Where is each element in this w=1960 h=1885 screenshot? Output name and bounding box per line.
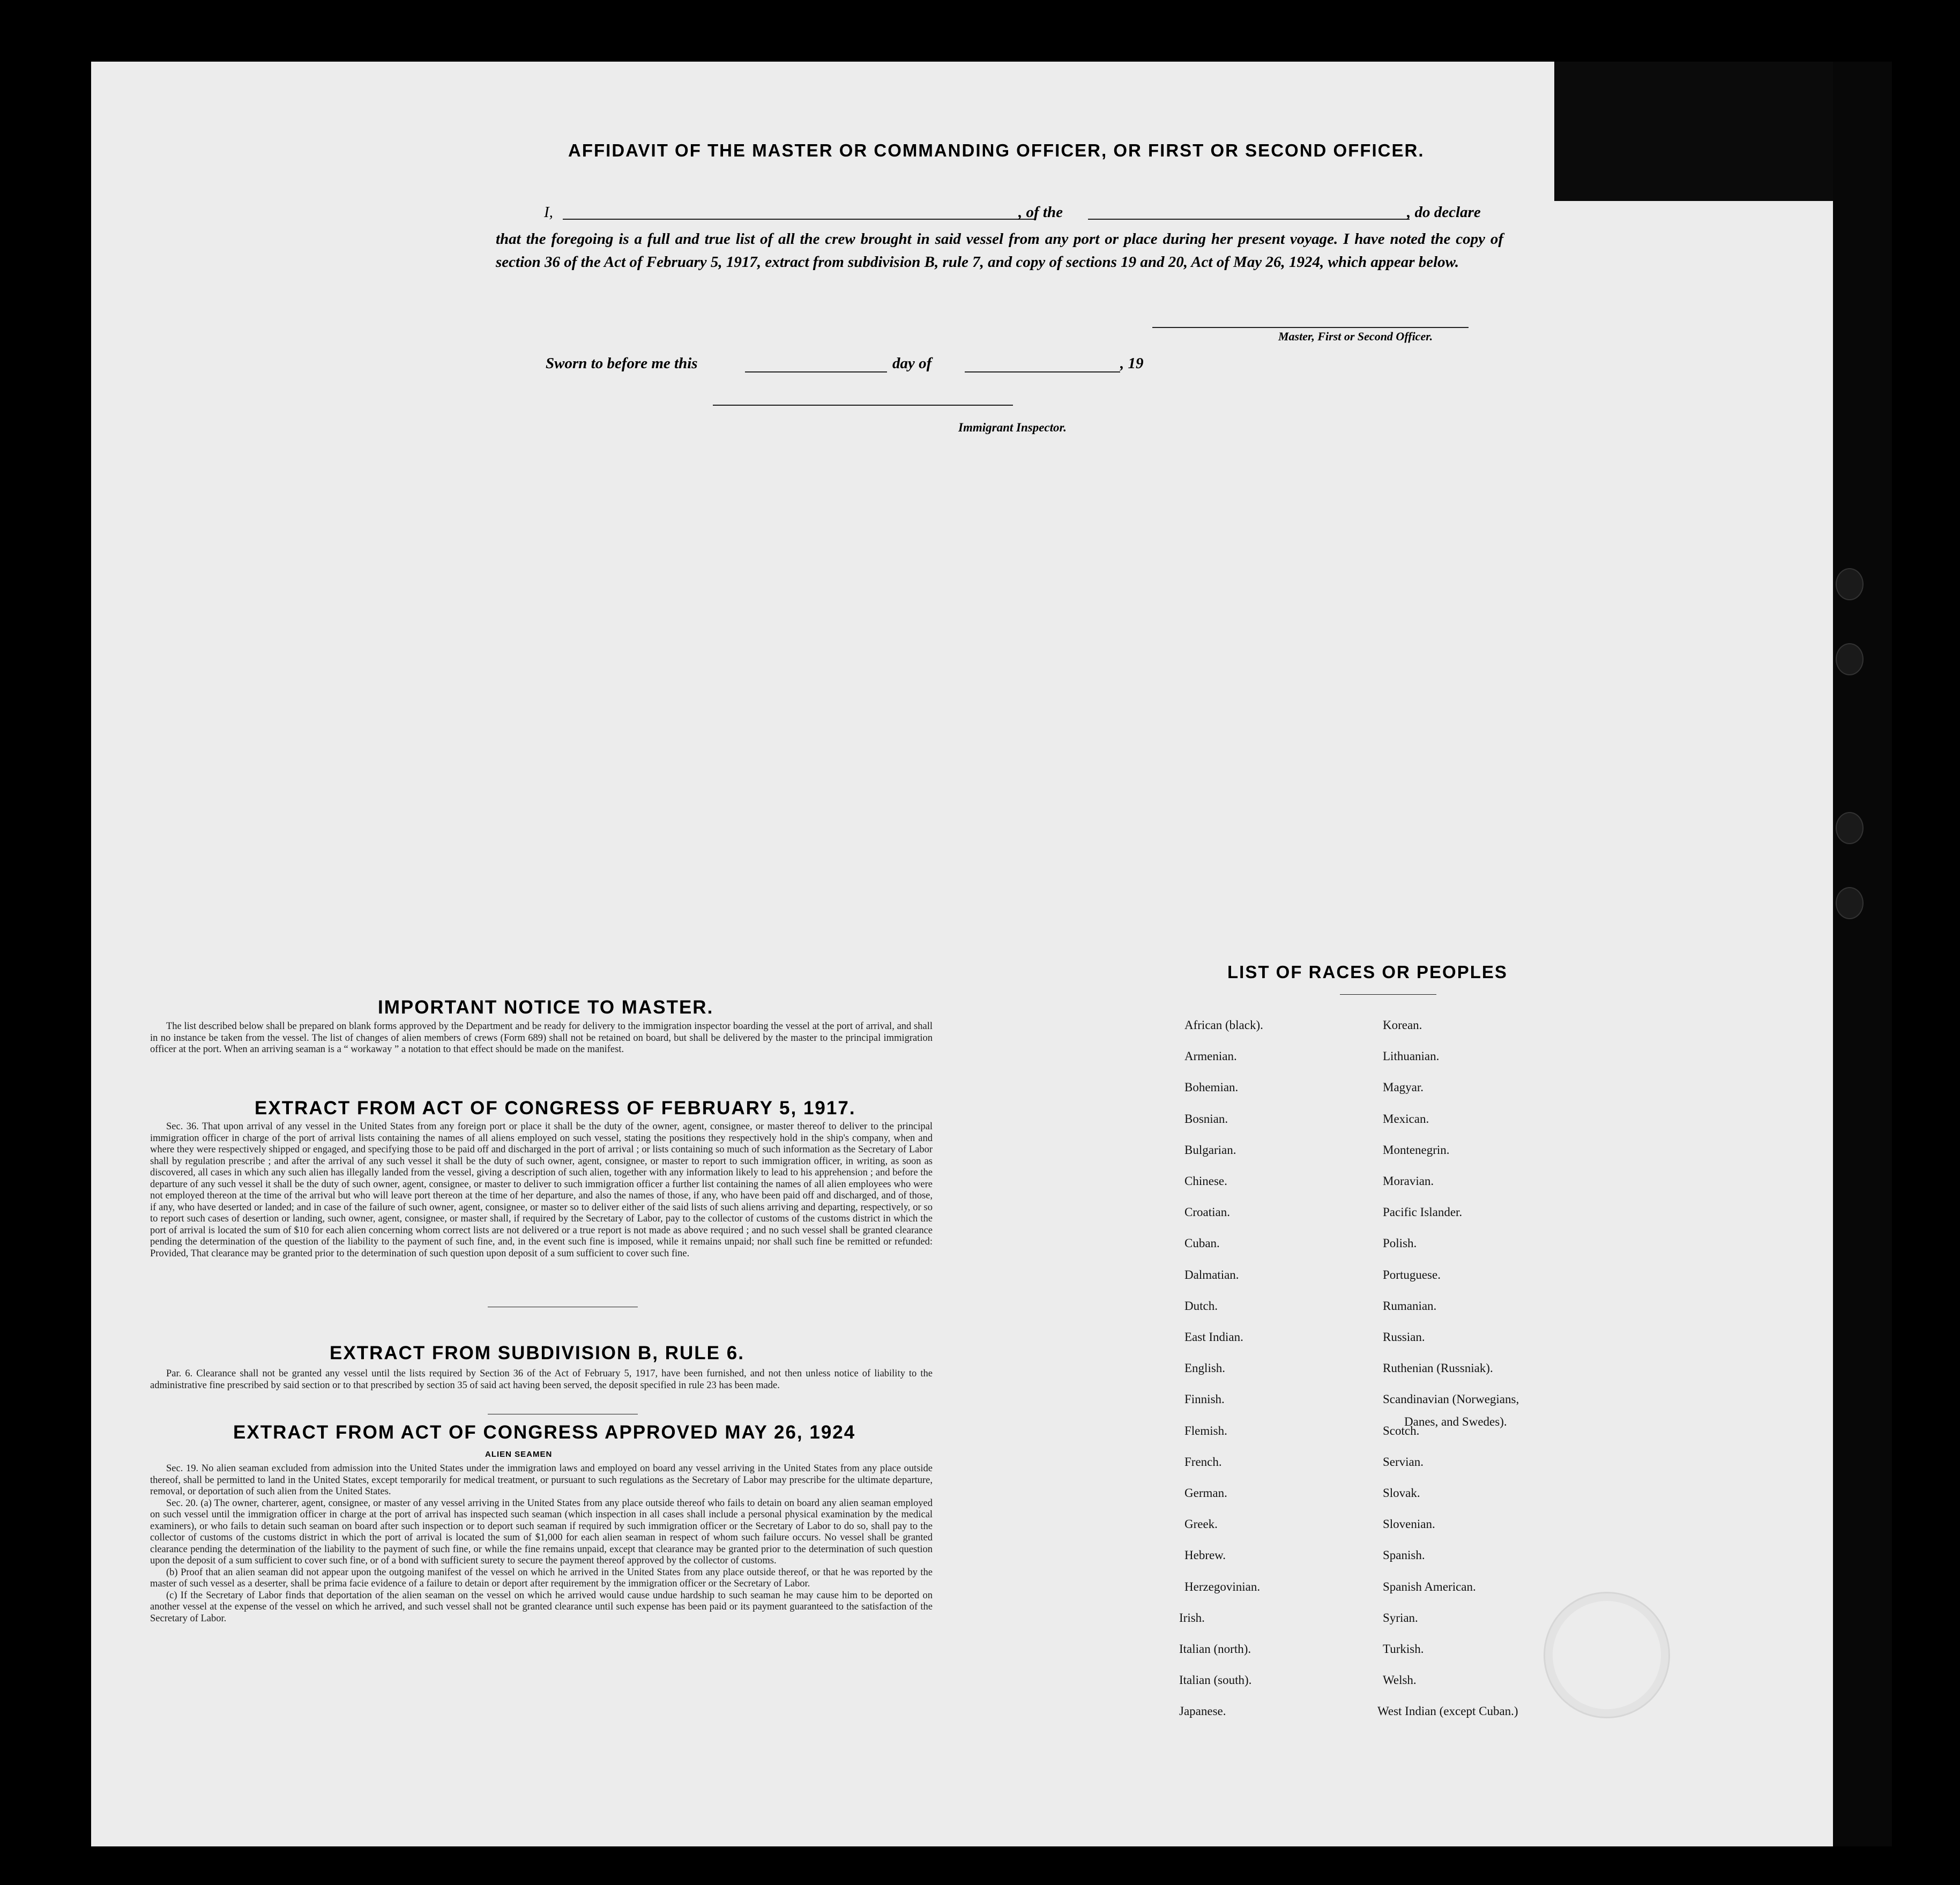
- affidavit-i-label: I,: [544, 204, 553, 221]
- race-item: Bosnian.: [1184, 1112, 1228, 1126]
- race-item: Mexican.: [1383, 1112, 1429, 1126]
- race-item: Welsh.: [1383, 1673, 1417, 1687]
- race-item: Slovenian.: [1383, 1517, 1435, 1531]
- race-item: Montenegrin.: [1383, 1143, 1450, 1157]
- race-item: Finnish.: [1184, 1392, 1225, 1406]
- scan-dark-edge: [1833, 62, 1892, 1846]
- race-item: East Indian.: [1184, 1330, 1243, 1344]
- binder-hole: [1836, 887, 1864, 919]
- race-item: Italian (north).: [1179, 1642, 1251, 1656]
- race-item: Cuban.: [1184, 1236, 1220, 1250]
- binder-hole: [1836, 812, 1864, 844]
- race-item: German.: [1184, 1486, 1227, 1500]
- race-item: French.: [1184, 1455, 1222, 1469]
- race-item: Ruthenian (Russniak).: [1383, 1361, 1493, 1375]
- master-caption: Master, First or Second Officer.: [1278, 330, 1433, 343]
- race-item: Italian (south).: [1179, 1673, 1252, 1687]
- race-item: Bohemian.: [1184, 1081, 1239, 1094]
- race-item: Dalmatian.: [1184, 1268, 1239, 1281]
- race-item: English.: [1184, 1361, 1226, 1375]
- year-label: , 19: [1120, 355, 1144, 372]
- extract-rule6-text: Par. 6. Clearance shall not be granted any vessel until the lists required by Section 36 of the Act of February 5, 1917, have been furnished, and not then unless notice of liability to the administrative fine prescribed by said section or to that prescribed by section 35 of said act having been served, the deposit specified in rule 23 has been made.: [150, 1368, 933, 1391]
- day-of-label: day of: [892, 355, 932, 372]
- race-item: Magyar.: [1383, 1081, 1424, 1094]
- race-item: Spanish.: [1383, 1548, 1425, 1562]
- race-item: Scandinavian (Norwegians,: [1383, 1392, 1519, 1406]
- race-item: Portuguese.: [1383, 1268, 1441, 1281]
- inspector-caption: Immigrant Inspector.: [958, 421, 1067, 434]
- notice-title: IMPORTANT NOTICE TO MASTER.: [378, 997, 714, 1018]
- race-item: Armenian.: [1184, 1049, 1237, 1063]
- extract-1924-text: [150, 1463, 933, 1625]
- race-item: Moravian.: [1383, 1174, 1434, 1188]
- race-item: African (black).: [1184, 1018, 1263, 1032]
- sworn-day-line[interactable]: [745, 371, 887, 372]
- race-item: Herzegovinian.: [1184, 1579, 1261, 1593]
- race-item: Syrian.: [1383, 1611, 1418, 1625]
- race-item: Rumanian.: [1383, 1299, 1437, 1313]
- affidavit-body: that the foregoing is a full and true list of all the crew brought in said vessel from any port or place during her present voyage. I have noted the copy of section 36 of the Act of February 5, 1917, extract from subdivision B, rule 7, and copy of sections 19 and 20, Act of May 26, 1924, which appear below.: [496, 230, 1503, 271]
- race-item: Slovak.: [1383, 1486, 1420, 1500]
- race-item: Lithuanian.: [1383, 1049, 1440, 1063]
- race-item: Croatian.: [1184, 1205, 1230, 1219]
- race-item: Dutch.: [1184, 1299, 1218, 1313]
- name-blank-line[interactable]: [563, 219, 1034, 220]
- sec-20a-text: Sec. 20. (a) The owner, charterer, agent, consignee, or master of any vessel arriving in the United States from any place outside thereof who fails to detain on board any alien seaman employed on such vessel until the immigration officer in charge at the port of arrival has inspected such seaman (which inspection in all cases shall include a personal physical examination by the medical examiners), or who fails to detain such seaman on board after such inspection or to deport such seaman if required by such immigration officer or the Secretary of Labor to do so, shall pay to the collector of customs of the customs district in which the port of arrival is located the sum of $1,000 for each alien seaman in respect of whom such failure occurs. No vessel shall be granted clearance pending the determination of the liability to the payment of such fine, or while the fine remains unpaid, except that clearance may be granted prior to the determination of such question upon the deposit of a sum sufficient to cover such fine, or of a bond with sufficient surety to secure the payment thereof approved by the collector of customs.: [150, 1497, 933, 1566]
- race-item: Polish.: [1383, 1236, 1417, 1250]
- affidavit-title: AFFIDAVIT OF THE MASTER OR COMMANDING OFFICER, OR FIRST OR SECOND OFFICER.: [568, 140, 1425, 160]
- affidavit-of-the-label: , of the: [1018, 204, 1063, 221]
- extract-rule6-title: EXTRACT FROM SUBDIVISION B, RULE 6.: [330, 1343, 744, 1364]
- races-title: LIST OF RACES OR PEOPLES: [1227, 962, 1508, 982]
- race-item: Pacific Islander.: [1383, 1205, 1463, 1219]
- race-item: Irish.: [1179, 1611, 1205, 1625]
- race-item: Chinese.: [1184, 1174, 1227, 1188]
- race-item: Bulgarian.: [1184, 1143, 1236, 1157]
- binder-hole: [1836, 643, 1864, 675]
- extract-1924-subtitle: ALIEN SEAMEN: [485, 1450, 553, 1459]
- extract-1917-title: EXTRACT FROM ACT OF CONGRESS OF FEBRUARY 5, 1917.: [255, 1098, 856, 1119]
- affidavit-declare-label: , do declare: [1407, 204, 1481, 221]
- race-item: Japanese.: [1179, 1704, 1226, 1718]
- inspector-signature-line[interactable]: [713, 405, 1013, 406]
- sec-20b-text: (b) Proof that an alien seaman did not appear upon the outgoing manifest of the vessel on which he arrived in the United States from any place outside thereof, or that he was reported by the master of such vessel as a deserter, shall be prima facie evidence of a failure to detain or deport after requirement by the immigration officer or the Secretary of Labor.: [150, 1567, 933, 1589]
- race-item: Hebrew.: [1184, 1548, 1226, 1562]
- sec-20c-text: (c) If the Secretary of Labor finds that deportation of the alien seaman on the vessel on which he arrived would cause undue hardship to such seaman he may cause him to be deported on another vessel at the expense of the vessel on which he arrived, and such vessel shall not be granted clearance until such expense has been paid or its payment guaranteed to the satisfaction of the Secretary of Labor.: [150, 1590, 933, 1624]
- binder-hole: [1836, 568, 1864, 600]
- race-item: Servian.: [1383, 1455, 1424, 1469]
- notice-text: The list described below shall be prepared on blank forms approved by the Department and be ready for delivery to the immigration inspector boarding the vessel at the port of arrival, and shall in no instance be taken from the vessel. The list of changes of alien members of crews (Form 689) shall not be retained on board, but shall be delivered by the master to the principal immigration officer at the port. When an arriving seaman is a “ workaway ” a notation to that effect should be made on the manifest.: [150, 1021, 933, 1055]
- race-item: Turkish.: [1383, 1642, 1424, 1656]
- race-item: Greek.: [1184, 1517, 1218, 1531]
- extract-1924-title: EXTRACT FROM ACT OF CONGRESS APPROVED MAY 26, 1924: [233, 1422, 856, 1443]
- sworn-month-line[interactable]: [965, 371, 1120, 372]
- race-item: Russian.: [1383, 1330, 1425, 1344]
- race-item: Scotch.: [1383, 1424, 1420, 1437]
- races-divider: [1340, 994, 1436, 995]
- embossed-seal: [1544, 1592, 1670, 1718]
- sec-19-text: Sec. 19. No alien seaman excluded from admission into the United States under the immigration laws and employed on board any vessel arriving in the United States from any place outside thereof, shall be permitted to land in the United States, except temporarily for medical treatment, or pursuant to such regulations as the Secretary of Labor may prescribe for the ultimate departure, removal, or deportation of such alien from the United States.: [150, 1463, 933, 1497]
- race-item: Korean.: [1383, 1018, 1422, 1032]
- race-item: West Indian (except Cuban.): [1377, 1704, 1518, 1718]
- race-scandinavian-continued: Danes, and Swedes).: [1404, 1415, 1507, 1428]
- sworn-label: Sworn to before me this: [546, 355, 698, 372]
- master-signature-line[interactable]: [1152, 327, 1469, 328]
- race-item: Flemish.: [1184, 1424, 1227, 1437]
- vessel-blank-line[interactable]: [1088, 219, 1410, 220]
- extract-1917-text: Sec. 36. That upon arrival of any vessel in the United States from any foreign port or place it shall be the duty of the owner, agent, consignee, or master thereof to deliver to the principal immigration officer in charge of the port of arrival lists containing the names of all aliens employed on such vessel, stating the positions they respectively hold in the ship's company, when and where they were respectively shipped or engaged, and specifying those to be paid off and discharged in the port of arrival ; or lists containing so much of such information as the Secretary of Labor shall by regulation prescribe ; and after the arrival of any such vessel it shall be the duty of such owner, agent, consignee, or master to report to such immigration officer, in writing, as soon as discovered, all cases in which any such alien has illegally landed from the vessel, giving a description of such alien, together with any information likely to lead to his apprehension ; and before the departure of any such vessel it shall be the duty of such owner, agent, consignee, or master to deliver to such immigration officer a further list containing the names of all alien employees who were not employed thereon at the time of the arrival but who will leave port thereon at the time of her departure, and also the names of those, if any, who have been paid off and discharged, and of those, if any, who have deserted or landed; and in case of the failure of such owner, agent, consignee, or master so to deliver either of the said lists of such aliens arriving and departing, respectively, or so to report such cases of desertion or landing, such owner, agent, consignee, or master shall, if required by the Secretary of Labor, pay to the collector of customs of the customs district in which the port of arrival is located the sum of $10 for each alien concerning whom correct lists are not delivered or a true report is not made as above required ; and no such vessel shall be granted clearance pending the determination of the question of the liability to the payment of such fine, and, in the event such fine is imposed, while it remains unpaid; nor shall such fine be remitted or refunded: Provided, That clearance may be granted prior to the determination of such question upon deposit of a sum sufficient to cover such fine.: [150, 1121, 933, 1259]
- race-item: Spanish American.: [1383, 1579, 1476, 1593]
